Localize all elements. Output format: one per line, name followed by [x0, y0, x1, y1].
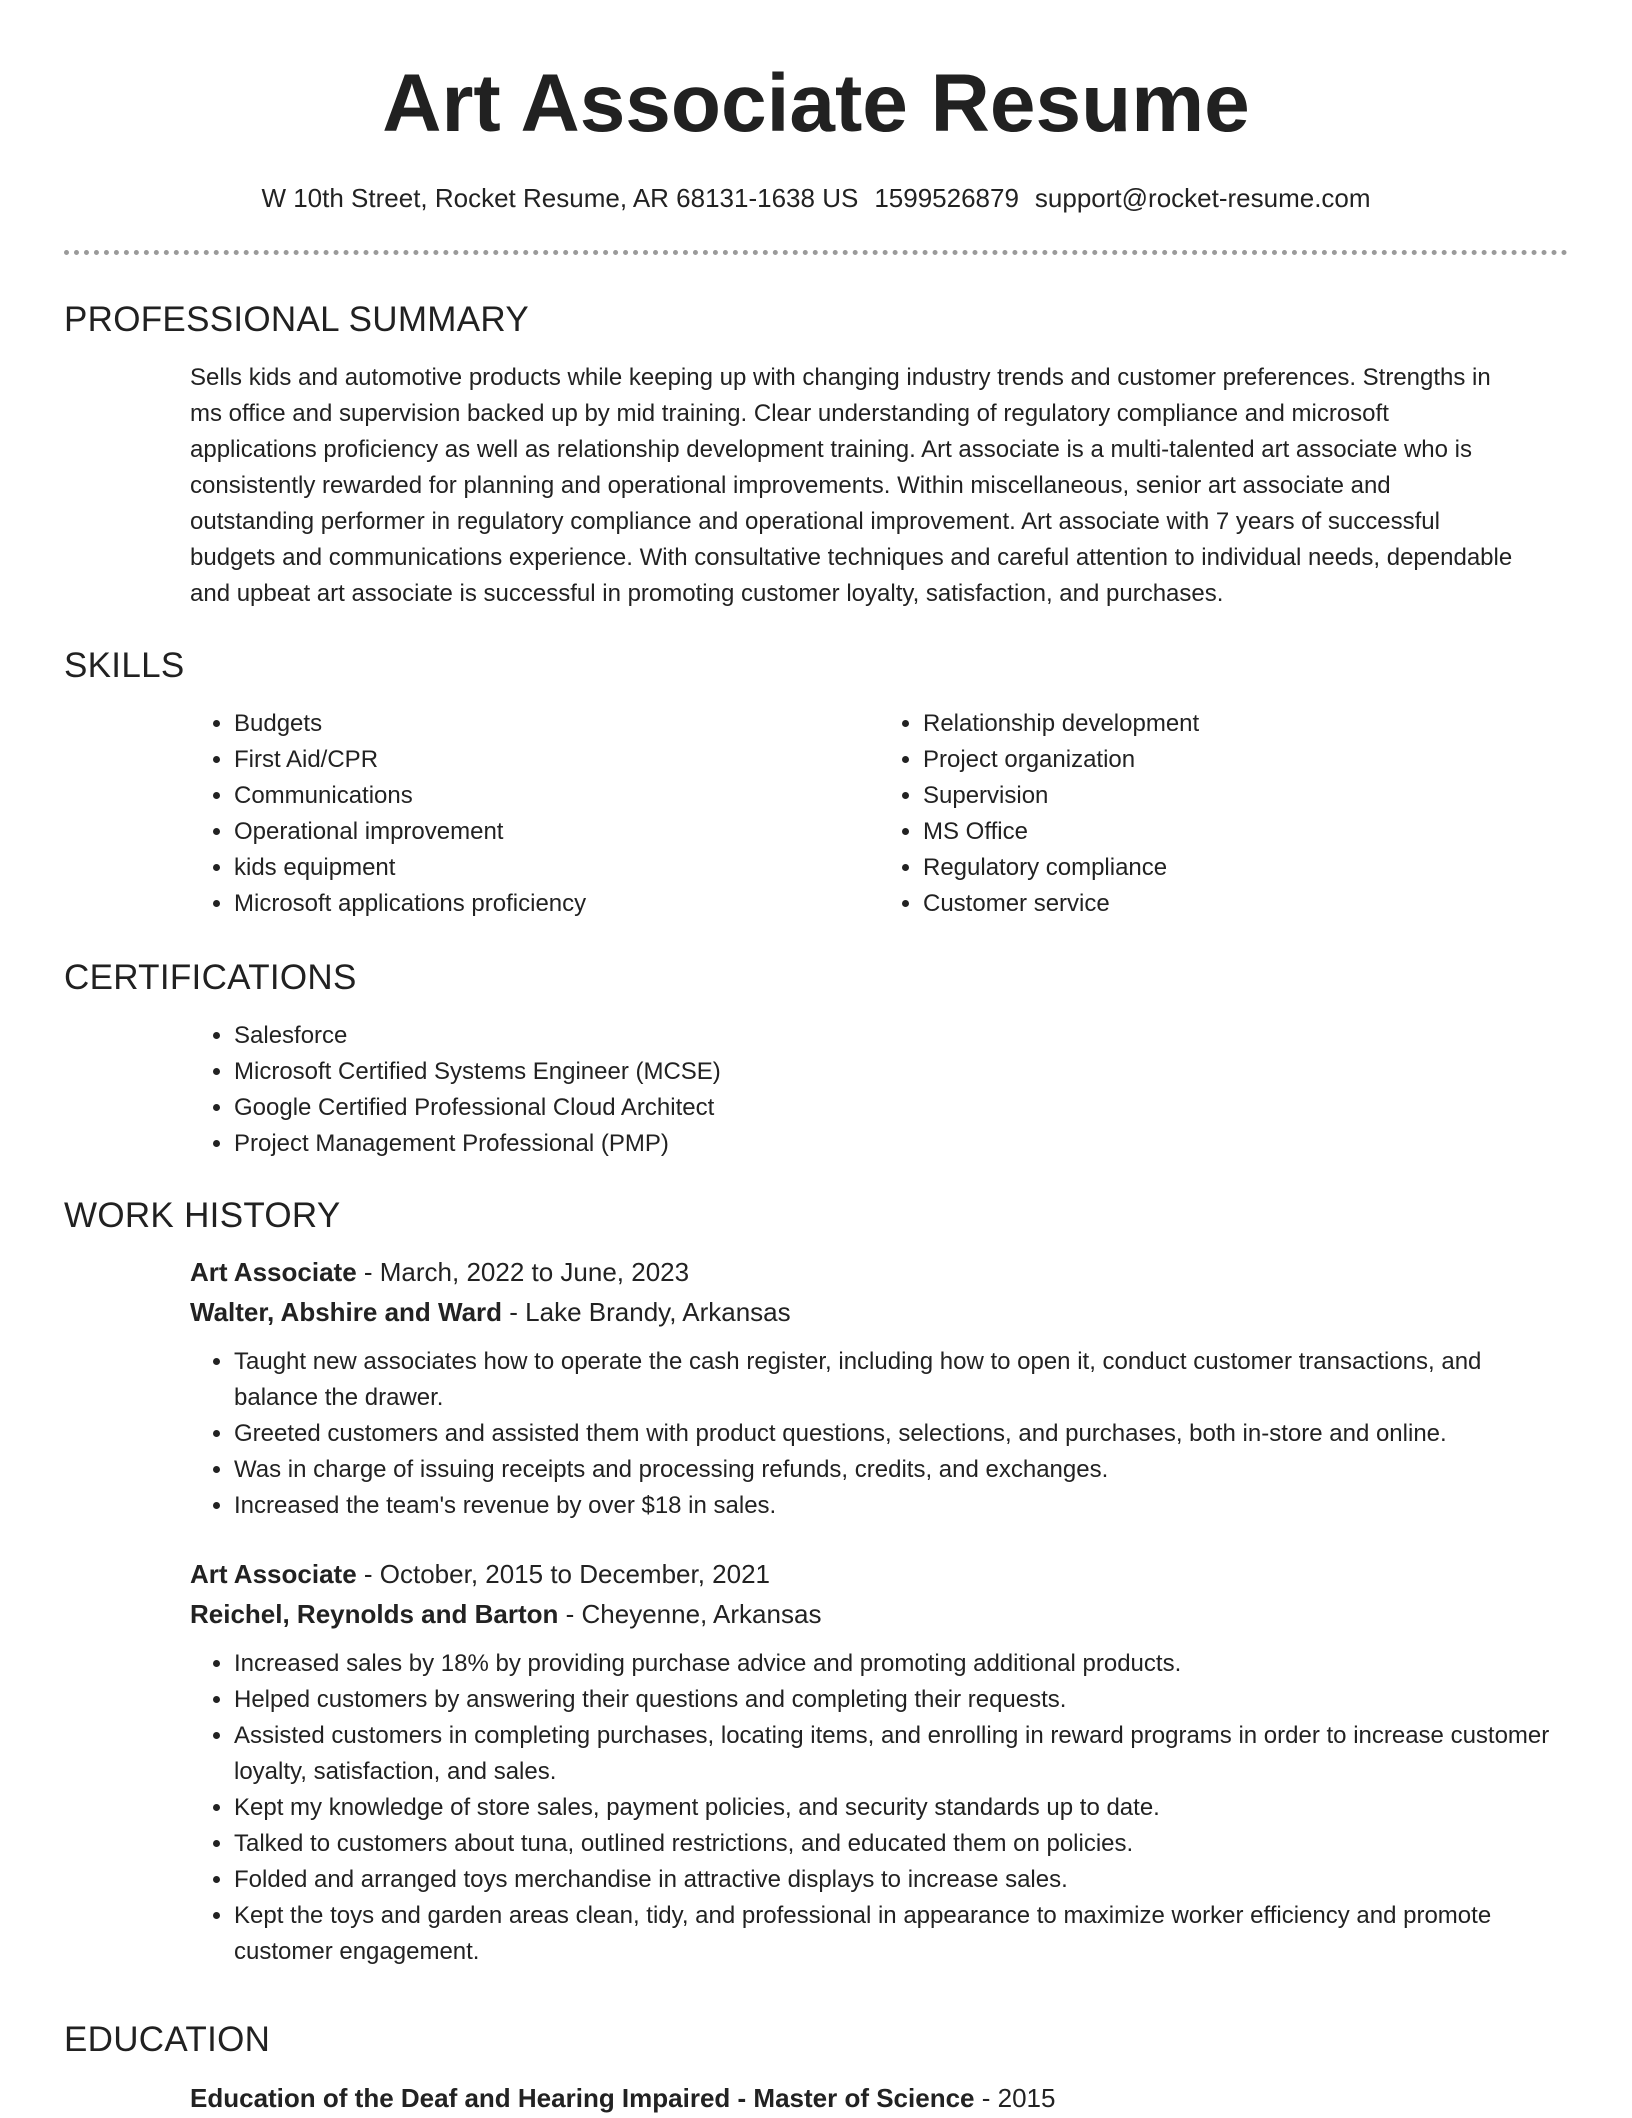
job-bullet: • Greeted customers and assisted them with product questions, selections, and purchases, both in-store and online. — [234, 1416, 1568, 1452]
education-degree: Education of the Deaf and Hearing Impaired - Master of Science — [190, 2083, 975, 2113]
summary-line: ms office and supervision backed up by mid training. Clear understanding of regulatory compliance and microsoft — [190, 400, 1389, 427]
certification-item: • Project Management Professional (PMP) — [234, 1126, 1568, 1162]
skill-item: • Budgets — [234, 706, 879, 742]
skill-item: • Operational improvement — [234, 814, 879, 850]
job-company: Walter, Abshire and Ward — [190, 1297, 503, 1327]
skill-item: • Project organization — [923, 742, 1568, 778]
contact-phone: 1599526879 — [874, 183, 1019, 213]
skills-list-left — [190, 706, 879, 922]
skills-list-right — [879, 706, 1568, 922]
job-title: Art Associate — [190, 1559, 357, 1589]
job-dates: - March, 2022 to June, 2023 — [356, 1257, 690, 1287]
education-line — [190, 2078, 1568, 2118]
job-company: Reichel, Reynolds and Barton — [190, 1599, 559, 1629]
skill-item: • MS Office — [923, 814, 1568, 850]
skill-item: • Regulatory compliance — [923, 850, 1568, 886]
job-dates: - October, 2015 to December, 2021 — [356, 1559, 771, 1589]
job-bullets — [190, 1646, 1568, 1970]
summary-heading: PROFESSIONAL SUMMARY — [64, 300, 529, 339]
job-bullet: • Helped customers by answering their questions and completing their requests. — [234, 1682, 1568, 1718]
job-bullet: • Folded and arranged toys merchandise in attractive displays to increase sales. — [234, 1862, 1568, 1898]
contact-address: W 10th Street, Rocket Resume, AR 68131-1638 US — [261, 183, 859, 213]
certifications-heading: CERTIFICATIONS — [64, 958, 357, 997]
certifications-section — [64, 956, 1568, 1162]
job-location: - Cheyenne, Arkansas — [558, 1599, 822, 1629]
skill-item: • Relationship development — [923, 706, 1568, 742]
skill-item: • First Aid/CPR — [234, 742, 879, 778]
job-bullet: • Kept the toys and garden areas clean, tidy, and professional in appearance to maximize worker efficiency and promote customer engagement. — [234, 1898, 1568, 1970]
certification-item: • Salesforce — [234, 1018, 1568, 1054]
summary-line: and upbeat art associate is successful in promoting customer loyalty, satisfaction, and purchases. — [190, 580, 1224, 607]
job-bullet: • Assisted customers in completing purchases, locating items, and enrolling in reward programs in order to increase customer loyalty, satisfaction, and sales. — [234, 1718, 1568, 1790]
job-bullet: • Kept my knowledge of store sales, payment policies, and security standards up to date. — [234, 1790, 1568, 1826]
job-company-line — [190, 1594, 1568, 1634]
work-history-section — [64, 1194, 1568, 1970]
job-bullet: • Increased sales by 18% by providing purchase advice and promoting additional products. — [234, 1646, 1568, 1682]
job-title-line — [190, 1554, 1568, 1594]
skills-heading: SKILLS — [64, 646, 185, 685]
skill-item: • Customer service — [923, 886, 1568, 922]
skill-item: • Microsoft applications proficiency — [234, 886, 879, 922]
contact-email[interactable]: support@rocket-resume.com — [1034, 183, 1371, 213]
certification-item: • Microsoft Certified Systems Engineer (MCSE) — [234, 1054, 1568, 1090]
skills-columns — [190, 706, 1568, 922]
job-bullet: • Taught new associates how to operate the cash register, including how to open it, conduct customer transactions, and balance the drawer. — [234, 1344, 1568, 1416]
education-section — [64, 2018, 1568, 2118]
job-bullets — [190, 1344, 1568, 1524]
job-company-line — [190, 1292, 1568, 1332]
summary-line: Sells kids and automotive products while keeping up with changing industry trends and customer preferences. Strengths in — [190, 364, 1491, 391]
certification-item: • Google Certified Professional Cloud Architect — [234, 1090, 1568, 1126]
skill-item: • kids equipment — [234, 850, 879, 886]
job-title: Art Associate — [190, 1257, 357, 1287]
resume-title: Art Associate Resume — [382, 58, 1250, 149]
header-divider — [64, 250, 1568, 255]
job-bullet: • Talked to customers about tuna, outlined restrictions, and educated them on policies. — [234, 1826, 1568, 1862]
summary-line: budgets and communications experience. With consultative techniques and careful attention to individual needs, dependable — [190, 544, 1513, 571]
job-title-line — [190, 1252, 1568, 1292]
job-location: - Lake Brandy, Arkansas — [502, 1297, 791, 1327]
summary-text — [190, 360, 1568, 612]
job-bullet: • Increased the team's revenue by over $18 in sales. — [234, 1488, 1568, 1524]
summary-line: applications proficiency as well as relationship development training. Art associate is a multi-talented art associate who is — [190, 436, 1472, 463]
summary-line: outstanding performer in regulatory compliance and operational improvement. Art associate with 7 years of successful — [190, 508, 1440, 535]
skills-section — [64, 644, 1568, 922]
summary-section — [64, 298, 1568, 612]
summary-line: consistently rewarded for planning and operational improvements. Within miscellaneous, senior art associate and — [190, 472, 1391, 499]
job-bullet: • Was in charge of issuing receipts and processing refunds, credits, and exchanges. — [234, 1452, 1568, 1488]
education-year: - 2015 — [974, 2083, 1056, 2113]
contact-line — [0, 180, 1632, 216]
education-heading: EDUCATION — [64, 2020, 271, 2059]
skill-item: • Supervision — [923, 778, 1568, 814]
certifications-list — [190, 1018, 1568, 1162]
work-history-heading: WORK HISTORY — [64, 1196, 341, 1235]
skill-item: • Communications — [234, 778, 879, 814]
